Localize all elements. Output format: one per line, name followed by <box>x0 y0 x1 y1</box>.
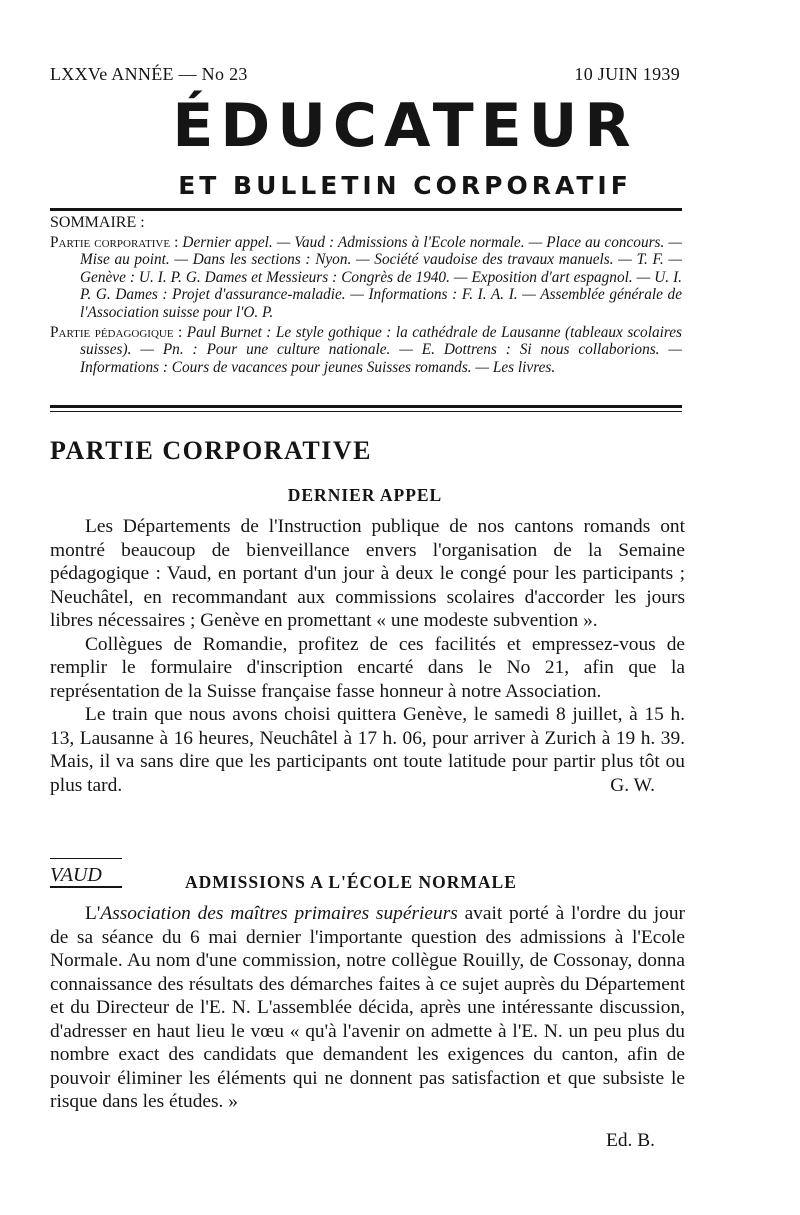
journal-subtitle: ET BULLETIN CORPORATIF <box>178 171 632 200</box>
article1-title: DERNIER APPEL <box>287 485 443 505</box>
table-of-contents <box>50 214 682 378</box>
article1-paragraph: Collègues de Romandie, profitez de ces facilités et empressez-vous de remplir le formulaire d'inscription encarté dans le No 21, afin que la représentation de la Suisse française fasse honneur à notre Association. <box>50 633 685 702</box>
toc-corporative <box>50 234 682 322</box>
section-title: PARTIE CORPORATIVE <box>50 436 372 465</box>
divider-sommaire-bottom <box>50 405 682 408</box>
toc-corporative-label: Partie corporative : <box>50 233 179 251</box>
toc-pedagogique <box>50 324 682 377</box>
canton-underline <box>50 886 122 888</box>
article2-signature: Ed. B. <box>605 1130 655 1151</box>
toc-pedagogique-label: Partie pédagogique : <box>50 323 183 341</box>
article2-body <box>50 902 685 1114</box>
issue-number: LXXVe ANNÉE — No 23 <box>50 64 248 84</box>
article1-paragraph: Les Départements de l'Instruction publique de nos cantons romands ont montré beaucoup de bienveillance envers l'organisation de la Semaine pédagogique : Vaud, en portant d'un jour à deux le congé pour les participants ; Neuchâtel, en recommandant aux commissions scolaires d'accorder les jours libres nécessaires ; Genève en promettant « une modeste subvention ». <box>50 516 685 631</box>
toc-heading: SOMMAIRE : <box>50 214 145 231</box>
article1-signature: G. W. <box>610 774 655 796</box>
toc-corporative-text: Dernier appel. — Vaud : Admissions à l'Ecole normale. — Place au concours. — Mise au point. — Dans les sections : Nyon. — Société vaudoise des travaux manuels. — T. F. — Genève : U. I. P. G. Dames et Messieurs : Congrès de 1940. — Exposition d'art espagnol. — U. I. P. G. Dames : Projet d'assurance-maladie. — Informations : F. I. A. I. — Assemblée générale de l'Association suisse pour l'O. P. <box>80 233 682 321</box>
article2-paragraph <box>50 902 685 1114</box>
issue-date: 10 JUIN 1939 <box>574 64 680 84</box>
article2-text: avait porté à l'ordre du jour de sa séance du 6 mai dernier l'importante question des admissions à l'Ecole Normale. Au nom d'une commission, notre collègue Rouilly, de Cossonay, donna connaissance des résultats des démarches faites à ce sujet auprès du Département et du Directeur de l'E. N. L'assemblée décida, après une intéressante discussion, d'adresser en haut lieu le vœu « qu'à l'avenir on admette à l'E. N. un peu plus du nombre exact des candidats que demandent les exigences du canton, afin de pouvoir éliminer les éléments qui ne donnent pas satisfaction et que subsiste le risque dans les études. » <box>50 903 685 1112</box>
journal-title: ÉDUCATEUR <box>172 91 638 161</box>
masthead-issue-line <box>50 64 680 85</box>
divider-top <box>50 208 682 211</box>
article1-body <box>50 515 685 797</box>
canton-overline <box>50 858 122 859</box>
canton-label: VAUD <box>50 864 102 886</box>
divider-sommaire-bottom-thin <box>50 411 682 412</box>
toc-pedagogique-text: Paul Burnet : Le style gothique : la cathédrale de Lausanne (tableaux scolaires suisses). — Pn. : Pour une culture nationale. — E. Dottrens : Si nous collaborions. — Informations : Cours de vacances pour jeunes Suisses romands. — Les livres. <box>80 323 682 376</box>
article2-title: ADMISSIONS A L'ÉCOLE NORMALE <box>185 872 517 892</box>
article2-association-name: Association des maîtres primaires supérieurs <box>100 903 458 924</box>
article2-lead: L' <box>85 903 101 924</box>
article1-paragraph-text: Le train que nous avons choisi quittera Genève, le samedi 8 juillet, à 15 h. 13, Lausanne à 16 heures, Neuchâtel à 17 h. 06, pour arriver à Zurich à 19 h. 39. Mais, il va sans dire que les participants ont toute latitude pour partir plus tôt ou plus tard. <box>50 704 685 796</box>
article1-paragraph <box>50 703 685 797</box>
